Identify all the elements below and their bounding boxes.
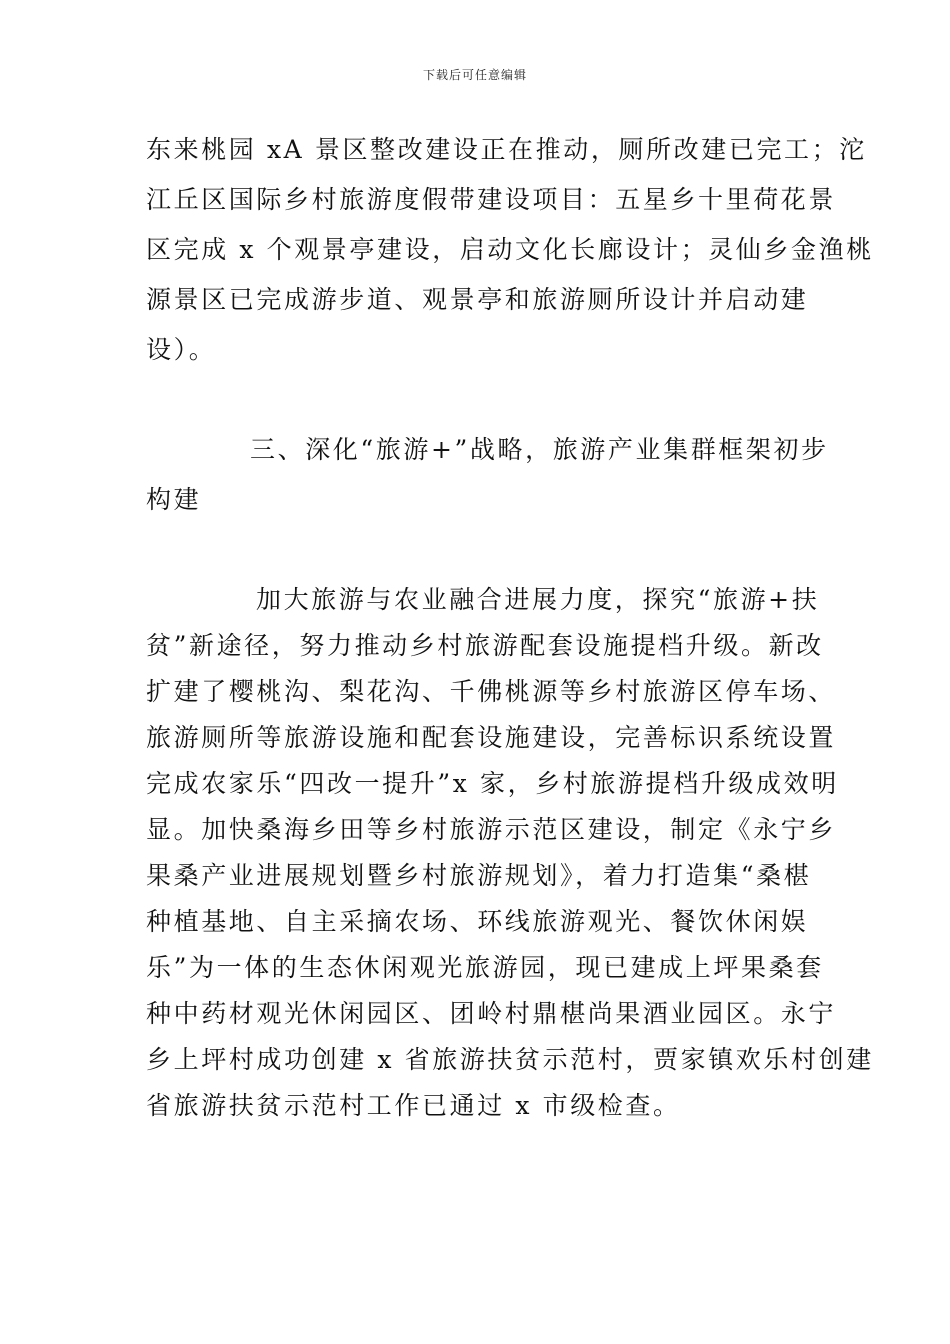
- text-line: 加大旅游与农业融合进展力度，探究“旅游+扶: [256, 585, 820, 614]
- text-line: 设）。: [146, 335, 217, 364]
- page-header: 下载后可任意编辑: [422, 68, 527, 82]
- text-line: 旅游厕所等旅游设施和配套设施建设，完善标识系统设置: [146, 723, 837, 752]
- text-line: 种植基地、自主采摘农场、环线旅游观光、餐饮休闲娱: [146, 907, 809, 936]
- text-line: 完成农家乐“四改一提升”x 家，乡村旅游提档升级成效明: [146, 769, 839, 798]
- text-line: 扩建了樱桃沟、梨花沟、千佛桃源等乡村旅游区停车场、: [146, 677, 837, 706]
- text-line: 显。加快桑海乡田等乡村旅游示范区建设，制定《永宁乡: [146, 815, 837, 844]
- text-line: 区完成 x 个观景亭建设，启动文化长廊设计；灵仙乡金渔桃: [146, 235, 874, 264]
- section-heading: 构建: [146, 485, 202, 514]
- text-line: 省旅游扶贫示范村工作已通过 x 市级检查。: [146, 1091, 681, 1120]
- text-line: 果桑产业进展规划暨乡村旅游规划》，着力打造集“桑椹: [146, 861, 812, 890]
- text-line: 种中药材观光休闲园区、团岭村鼎椹尚果酒业园区。永宁: [146, 999, 837, 1028]
- text-line: 源景区已完成游步道、观景亭和旅游厕所设计并启动建: [146, 285, 809, 314]
- text-line: 贫”新途径，努力推动乡村旅游配套设施提档升级。新改: [146, 631, 824, 660]
- text-line: 乡上坪村成功创建 x 省旅游扶贫示范村，贾家镇欢乐村创建: [146, 1045, 874, 1074]
- text-line: 乐”为一体的生态休闲观光旅游园，现已建成上坪果桑套: [146, 953, 824, 982]
- section-heading: 三、深化“旅游+”战略，旅游产业集群框架初步: [250, 435, 829, 464]
- text-line: 东来桃园 xA 景区整改建设正在推动，厕所改建已完工；沱: [146, 135, 867, 164]
- text-line: 江丘区国际乡村旅游度假带建设项目：五星乡十里荷花景: [146, 185, 837, 214]
